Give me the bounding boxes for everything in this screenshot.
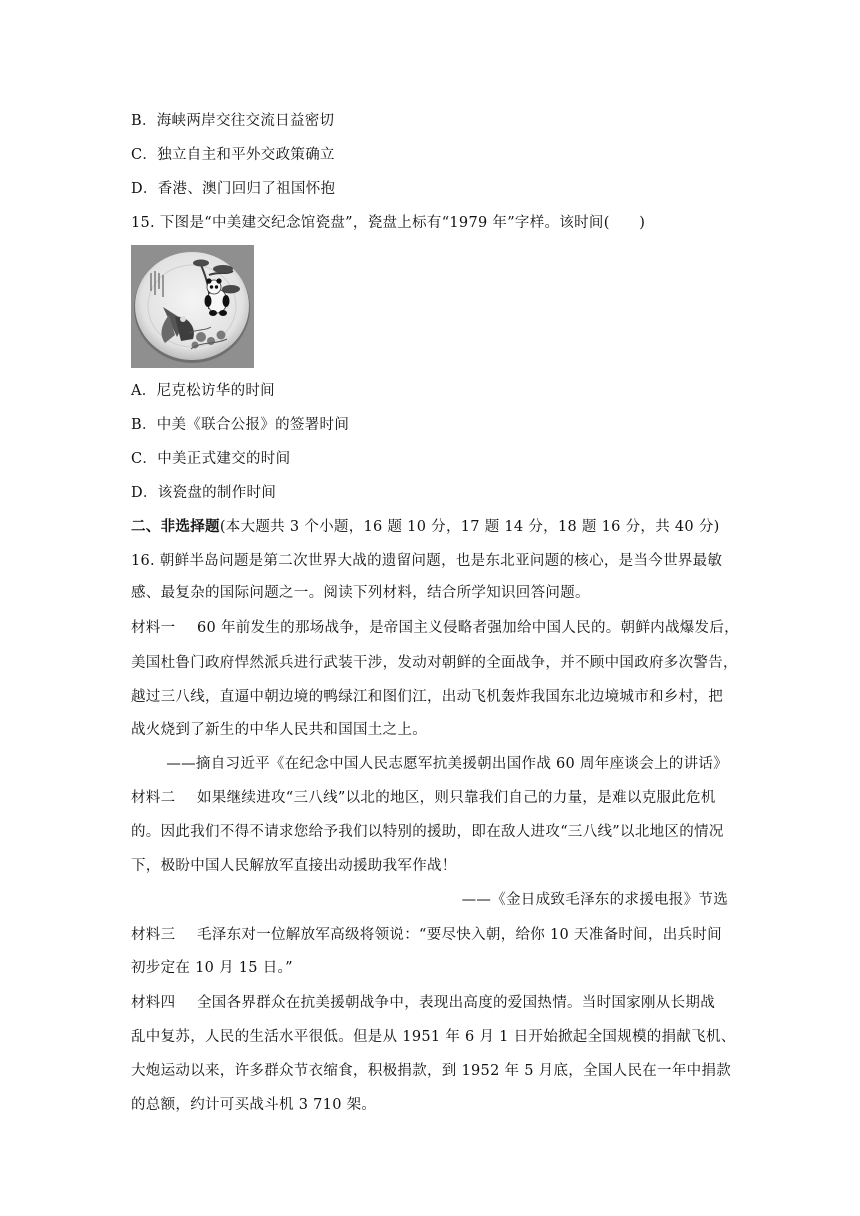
option-b-q14: B．海峡两岸交往交流日益密切 (131, 113, 335, 129)
material-2-line-2: 的。因此我们不得不请求您给予我们以特别的援助，即在敌人进攻“三八线”以北地区的情况 (131, 824, 724, 840)
material-4-line-1 (131, 993, 715, 1013)
material-4-text-1: 全国各界群众在抗美援朝战争中，表现出高度的爱国热情。当时国家刚从长期战 (197, 995, 715, 1011)
section-2-heading: 二、非选择题 (131, 518, 220, 535)
option-d-q15: D．该瓷盘的制作时间 (131, 485, 277, 501)
material-1-line-3: 越过三八线，直逼中朝边境的鸭绿江和图们江，出动飞机轰炸我国东北边境城市和乡村，把 (131, 689, 723, 705)
material-4-line-3: 大炮运动以来，许多群众节衣缩食，积极捐款，到 1952 年 5 月底，全国人民在一年中捐款 (131, 1063, 732, 1079)
material-1-line-4: 战火烧到了新生的中华人民共和国国土之上。 (131, 722, 427, 738)
material-1-label: 材料一 (131, 620, 176, 636)
option-d-q14: D．香港、澳门回归了祖国怀抱 (131, 181, 336, 197)
option-c-q14: C．独立自主和平外交政策确立 (131, 147, 335, 163)
material-1-text-1: 60 年前发生的那场战争，是帝国主义侵略者强加给中国人民的。朝鲜内战爆发后， (197, 620, 739, 636)
material-1-line-2: 美国杜鲁门政府悍然派兵进行武装干涉，发动对朝鲜的全面战争，并不顾中国政府多次警告， (131, 655, 738, 671)
material-3-line-2: 初步定在 10 月 15 日。” (131, 960, 293, 976)
material-4-line-2: 乱中复苏，人民的生活水平很低。但是从 1951 年 6 月 1 日开始掀起全国规模的捐献飞机、 (131, 1029, 736, 1045)
material-2-label: 材料二 (131, 790, 176, 806)
section-2-note: (本大题共 3 个小题，16 题 10 分，17 题 14 分，18 题 16 分，共 40 分) (219, 519, 720, 535)
porcelain-plate-image (131, 245, 254, 368)
material-4-label: 材料四 (131, 995, 176, 1011)
material-2-line-1 (131, 788, 716, 808)
material-4-line-4: 的总额，约计可买战斗机 3 710 架。 (131, 1097, 377, 1113)
option-b-q15: B．中美《联合公报》的签署时间 (131, 417, 350, 433)
material-3-line-1 (131, 925, 722, 945)
material-3-label: 材料三 (131, 927, 176, 943)
option-c-q15: C．中美正式建交的时间 (131, 451, 291, 467)
question-16-intro-line-1: 16. 朝鲜半岛问题是第二次世界大战的遗留问题，也是东北亚问题的核心，是当今世界最敏 (131, 553, 723, 569)
material-2-text-1: 如果继续进攻“三八线”以北的地区，则只靠我们自己的力量，是难以克服此危机 (197, 790, 716, 806)
material-3-text-1: 毛泽东对一位解放军高级将领说：“要尽快入朝，给你 10 天准备时间，出兵时间 (197, 927, 722, 943)
question-16-intro-line-2: 感、最复杂的国际问题之一。阅读下列材料，结合所学知识回答问题。 (131, 585, 590, 601)
section-2-title (131, 517, 720, 537)
material-2-source: ——《金日成致毛泽东的求援电报》节选 (461, 892, 728, 908)
material-1-line-1 (131, 618, 739, 638)
material-2-line-3: 下，极盼中国人民解放军直接出动援助我军作战！ (131, 858, 457, 874)
question-15-stem: 15. 下图是“中美建交纪念馆瓷盘”，瓷盘上标有“1979 年”字样。该时间( ) (131, 215, 646, 231)
option-a-q15: A．尼克松访华的时间 (131, 383, 275, 399)
porcelain-plate-panda-eagle-icon (131, 245, 254, 368)
material-1-source: ——摘自习近平《在纪念中国人民志愿军抗美援朝出国作战 60 周年座谈会上的讲话》 (166, 756, 728, 772)
